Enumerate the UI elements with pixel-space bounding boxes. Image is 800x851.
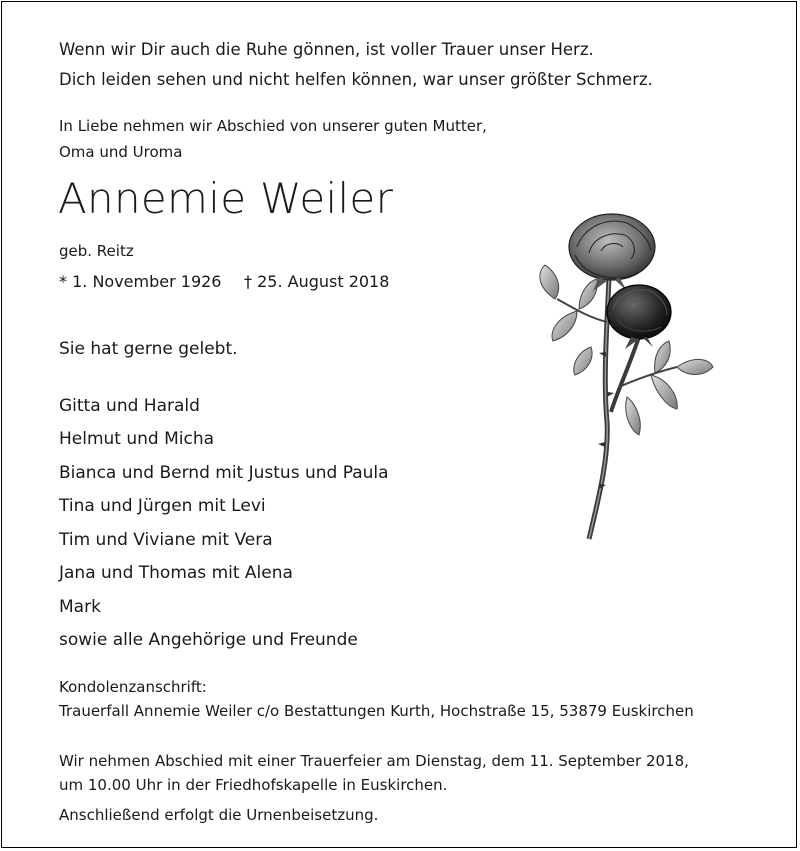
condolence-address: Trauerfall Annemie Weiler c/o Bestattungen Kurth, Hochstraße 15, 53879 Euskirchen	[59, 702, 694, 720]
obituary-frame	[1, 1, 797, 848]
mourner-line: Helmut und Micha	[59, 429, 215, 449]
quote: Sie hat gerne gelebt.	[59, 339, 238, 359]
mourner-line: Gitta und Harald	[59, 396, 200, 416]
ceremony-line-1: Wir nehmen Abschied mit einer Trauerfeier am Dienstag, dem 11. September 2018,	[59, 752, 689, 770]
birth-date: * 1. November 1926	[59, 272, 222, 291]
death-date: † 25. August 2018	[244, 272, 390, 291]
birth-name: geb. Reitz	[59, 242, 134, 260]
mourner-line: Mark	[59, 597, 101, 617]
condolence-label: Kondolenzanschrift:	[59, 678, 207, 696]
rose-icon	[527, 207, 717, 547]
ceremony-line-2: um 10.00 Uhr in der Friedhofskapelle in Euskirchen.	[59, 776, 448, 794]
mourner-line: Tina und Jürgen mit Levi	[59, 496, 266, 516]
deceased-name: Annemie Weiler	[58, 174, 394, 223]
mourner-line: Jana und Thomas mit Alena	[59, 563, 293, 583]
mourner-line: Tim und Viviane mit Vera	[59, 530, 273, 550]
verse-line-2: Dich leiden sehen und nicht helfen können, war unser größter Schmerz.	[59, 70, 653, 89]
intro-line-1: In Liebe nehmen wir Abschied von unserer guten Mutter,	[59, 117, 487, 135]
intro-line-2: Oma und Uroma	[59, 143, 183, 161]
mourner-line: sowie alle Angehörige und Freunde	[59, 630, 358, 650]
ceremony-line-3: Anschließend erfolgt die Urnenbeisetzung.	[59, 806, 379, 824]
mourner-line: Bianca und Bernd mit Justus und Paula	[59, 463, 389, 483]
verse-line-1: Wenn wir Dir auch die Ruhe gönnen, ist voller Trauer unser Herz.	[59, 40, 594, 59]
